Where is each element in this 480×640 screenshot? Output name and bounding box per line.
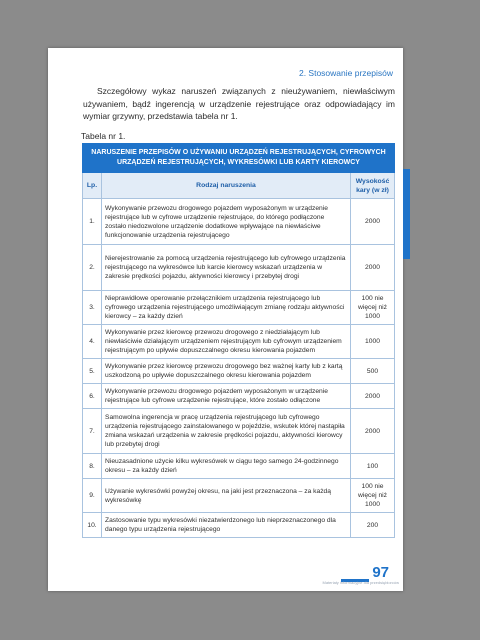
table-row [83,325,395,359]
violations-table [82,143,395,538]
table-row [83,479,395,513]
fine-amount: 1000 [351,325,395,359]
table-row [83,384,395,409]
footer-subtitle: Materiały informacyjne dla przedsiębiorców [322,580,399,585]
table-row [83,513,395,538]
fine-amount: 100 nie więcej niż 1000 [351,291,395,325]
fine-amount: 2000 [351,199,395,245]
table-row [83,245,395,291]
violation-description: Zastosowanie typu wykresówki niezatwierdzonego lub nieprzeznaczonego dla danego typu urządzenia rejestrującego [102,513,351,538]
table-caption: Tabela nr 1. [81,131,126,141]
column-header-fine: Wysokość kary (w zł) [351,173,395,199]
row-number: 9. [83,479,102,513]
violation-description: Używanie wykresówki powyżej okresu, na jaki jest przeznaczona – za każdą wykresówkę [102,479,351,513]
row-number: 8. [83,454,102,479]
fine-amount: 2000 [351,245,395,291]
row-number: 4. [83,325,102,359]
row-number: 3. [83,291,102,325]
section-header: 2. Stosowanie przepisów [298,68,393,78]
table-row [83,409,395,454]
table-row [83,199,395,245]
row-number: 1. [83,199,102,245]
fine-amount: 200 [351,513,395,538]
table-row [83,454,395,479]
page-number: 97 [372,564,389,581]
violation-description: Wykonywanie przewozu drogowego pojazdem wyposażonym w urządzenie rejestrujące lub w cyfrowe urządzenie rejestrujące, do którego podłączone zostało niedozwolone urządzenie dodatkowe wpływające na niewłaściwe funkcjonowanie urządzenia rejestrującego [102,199,351,245]
violation-description: Wykonywanie przez kierowcę przewozu drogowego z niedziałającym lub niewłaściwie działającym urządzeniem rejestrującym lub cyfrowym urządzeniem rejestrującym po upływie dopuszczalnego okresu kierowania pojazdem [102,325,351,359]
row-number: 5. [83,359,102,384]
violation-description: Nieuzasadnione użycie kilku wykresówek w ciągu tego samego 24-godzinnego okresu – za każdy dzień [102,454,351,479]
fine-amount: 2000 [351,384,395,409]
column-header-lp: Lp. [83,173,102,199]
row-number: 7. [83,409,102,454]
violation-description: Samowolna ingerencja w pracę urządzenia rejestrującego lub cyfrowego urządzenia rejestrującego zainstalowanego w pojeździe, wskutek której nastąpiła zmiana wskazań urządzenia w zakresie prędkości pojazdu, aktywności kierowcy lub przebytej drogi [102,409,351,454]
violation-description: Nieprawidłowe operowanie przełącznikiem urządzenia rejestrującego lub cyfrowego urządzenia rejestrującego umożliwiającym zmianę rodzaju aktywności kierowcy – za każdy dzień [102,291,351,325]
intro-paragraph: Szczegółowy wykaz naruszeń związanych z nieużywaniem, niewłaściwym używaniem, bądź ingerencją w urządzenie rejestrujące oraz odpowiadający im wymiar grzywny, przedstawia tabela nr 1. [83,86,395,121]
violation-description: Nierejestrowanie za pomocą urządzenia rejestrującego lub cyfrowego urządzenia rejestrującego na wykresówce lub karcie kierowcy wskazań urządzenia w zakresie prędkości pojazdu, aktywności kierowcy i przebytej drogi [102,245,351,291]
table-title: NARUSZENIE PRZEPISÓW O UŻYWANIU URZĄDZEŃ REJESTRUJĄCYCH, CYFROWYCH URZĄDZEŃ REJESTRUJĄCYCH, WYKRESÓWKI LUB KARTY KIEROWCY [83,144,395,173]
document-page [48,48,403,591]
row-number: 6. [83,384,102,409]
violation-description: Wykonywanie przewozu drogowego pojazdem wyposażonym w urządzenie rejestrujące lub cyfrowe urządzenie rejestrujące, które zostało odłączone [102,384,351,409]
fine-amount: 100 [351,454,395,479]
fine-amount: 500 [351,359,395,384]
fine-amount: 2000 [351,409,395,454]
row-number: 10. [83,513,102,538]
table-row [83,291,395,325]
row-number: 2. [83,245,102,291]
table-row [83,359,395,384]
column-header-violation: Rodzaj naruszenia [102,173,351,199]
fine-amount: 100 nie więcej niż 1000 [351,479,395,513]
chapter-tab-marker [403,169,410,259]
violation-description: Wykonywanie przez kierowcę przewozu drogowego bez ważnej karty lub z kartą uszkodzoną po upływie dopuszczalnego okresu kierowania pojazdem [102,359,351,384]
